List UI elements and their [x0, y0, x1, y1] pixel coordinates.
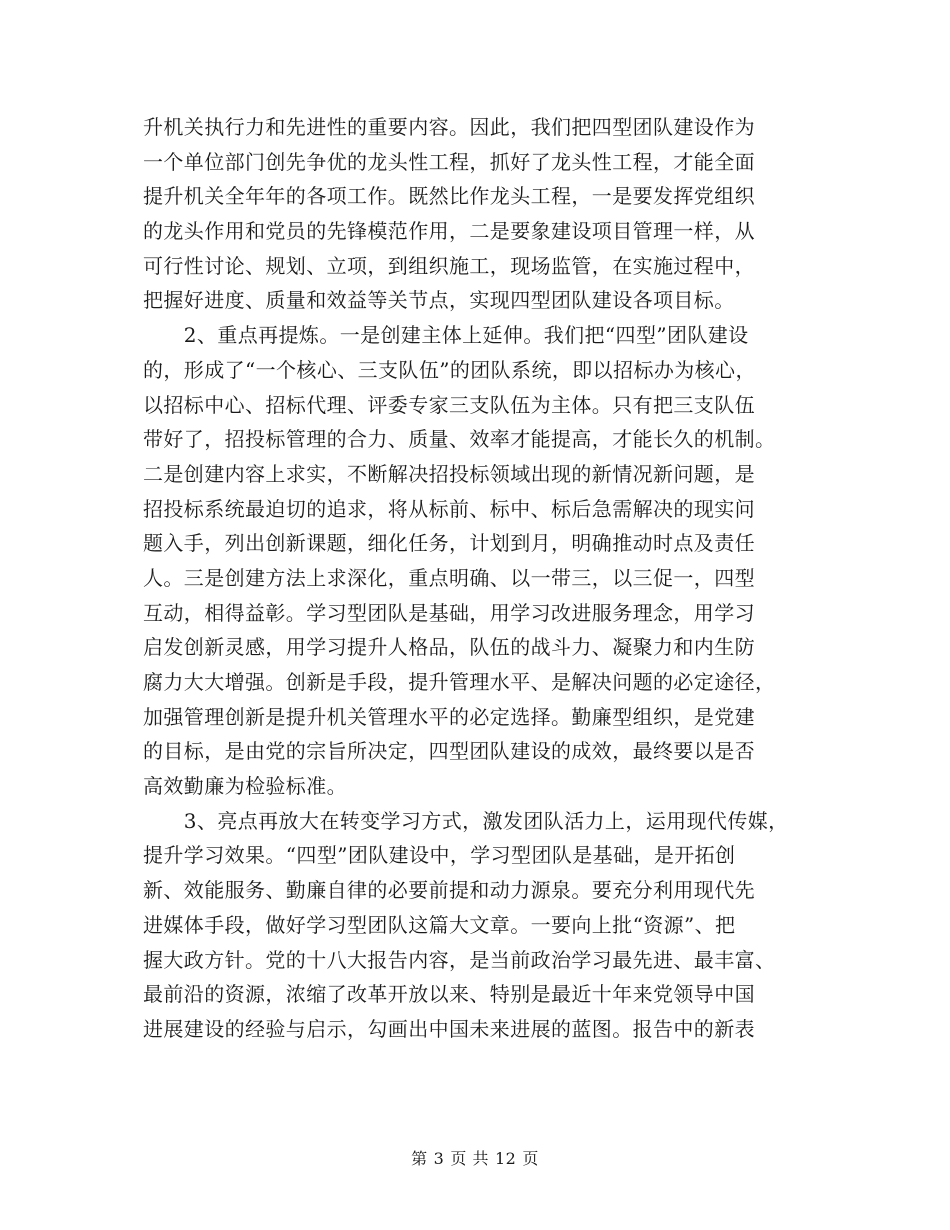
text-line: 最前沿的资源，浓缩了改革开放以来、特别是最近十年来党领导中国	[143, 982, 755, 1007]
text-line: 把握好进度、质量和效益等关节点，实现四型团队建设各项目标。	[143, 288, 735, 313]
text-line: 高效勤廉为检验标准。	[143, 774, 347, 799]
total-page-count: 12	[494, 1149, 517, 1168]
text-line: 人。三是创建方法上求深化，重点明确、以一带三，以三促一，四型	[143, 565, 755, 590]
text-line: 腐力大大增强。创新是手段，提升管理水平、是解决问题的必定途径，	[143, 670, 776, 694]
text-line: 以招标中心、招标代理、评委专家三支队伍为主体。只有把三支队伍	[143, 392, 755, 417]
text-line: 带好了，招投标管理的合力、质量、效率才能提高，才能长久的机制。	[143, 427, 776, 452]
text-line: 的龙头作用和党员的先锋模范作用，二是要象建设项目管理一样，从	[143, 219, 755, 244]
page-footer	[0, 1146, 950, 1169]
text-line: 进媒体手段，做好学习型团队这篇大文章。一要向上批“资源”、把	[143, 912, 736, 937]
text-line: 升机关执行力和先进性的重要内容。因此，我们把四型团队建设作为	[143, 115, 755, 139]
footer-prefix: 第	[411, 1149, 428, 1168]
text-line: 可行性讨论、规划、立项，到组织施工，现场监管，在实施过程中，	[143, 253, 755, 278]
text-line: 新、效能服务、勤廉自律的必要前提和动力源泉。要充分利用现代先	[143, 878, 755, 903]
current-page-number: 3	[433, 1149, 445, 1168]
text-line: 的目标，是由党的宗旨所决定，四型团队建设的成效，最终要以是否	[143, 739, 755, 764]
text-line: 进展建设的经验与启示，勾画出中国未来进展的蓝图。报告中的新表	[143, 1016, 755, 1041]
text-line: 二是创建内容上求实，不断解决招投标领域出现的新情况新问题，是	[143, 461, 755, 486]
footer-suffix: 页	[522, 1149, 539, 1168]
text-line: 招投标系统最迫切的追求，将从标前、标中、标后急需解决的现实问	[143, 496, 755, 521]
text-line: 2、重点再提炼。一是创建主体上延伸。我们把“四型”团队建设	[143, 323, 749, 348]
text-line: 题入手，列出创新课题，细化任务，计划到月，明确推动时点及责任	[143, 531, 755, 556]
text-line: 握大政方针。党的十八大报告内容，是当前政治学习最先进、最丰富、	[143, 947, 776, 972]
text-line: 3、亮点再放大在转变学习方式，激发团队活力上，运用现代传媒，	[143, 808, 789, 833]
text-line: 提升机关全年年的各项工作。既然比作龙头工程，一是要发挥党组织	[143, 184, 755, 209]
text-line: 提升学习效果。“四型”团队建设中，学习型团队是基础，是开拓创	[143, 843, 736, 868]
text-line: 加强管理创新是提升机关管理水平的必定选择。勤廉型组织，是党建	[143, 704, 755, 729]
text-line: 的，形成了“一个核心、三支队伍”的团队系统，即以招标办为核心，	[143, 357, 756, 382]
document-body	[143, 110, 823, 1047]
footer-mid: 页 共	[450, 1149, 489, 1168]
text-line: 一个单位部门创先争优的龙头性工程，抓好了龙头性工程，才能全面	[143, 149, 755, 174]
text-line: 互动，相得益彰。学习型团队是基础，用学习改进服务理念，用学习	[143, 600, 755, 625]
text-line: 启发创新灵感，用学习提升人格品，队伍的战斗力、凝聚力和内生防	[143, 635, 755, 660]
